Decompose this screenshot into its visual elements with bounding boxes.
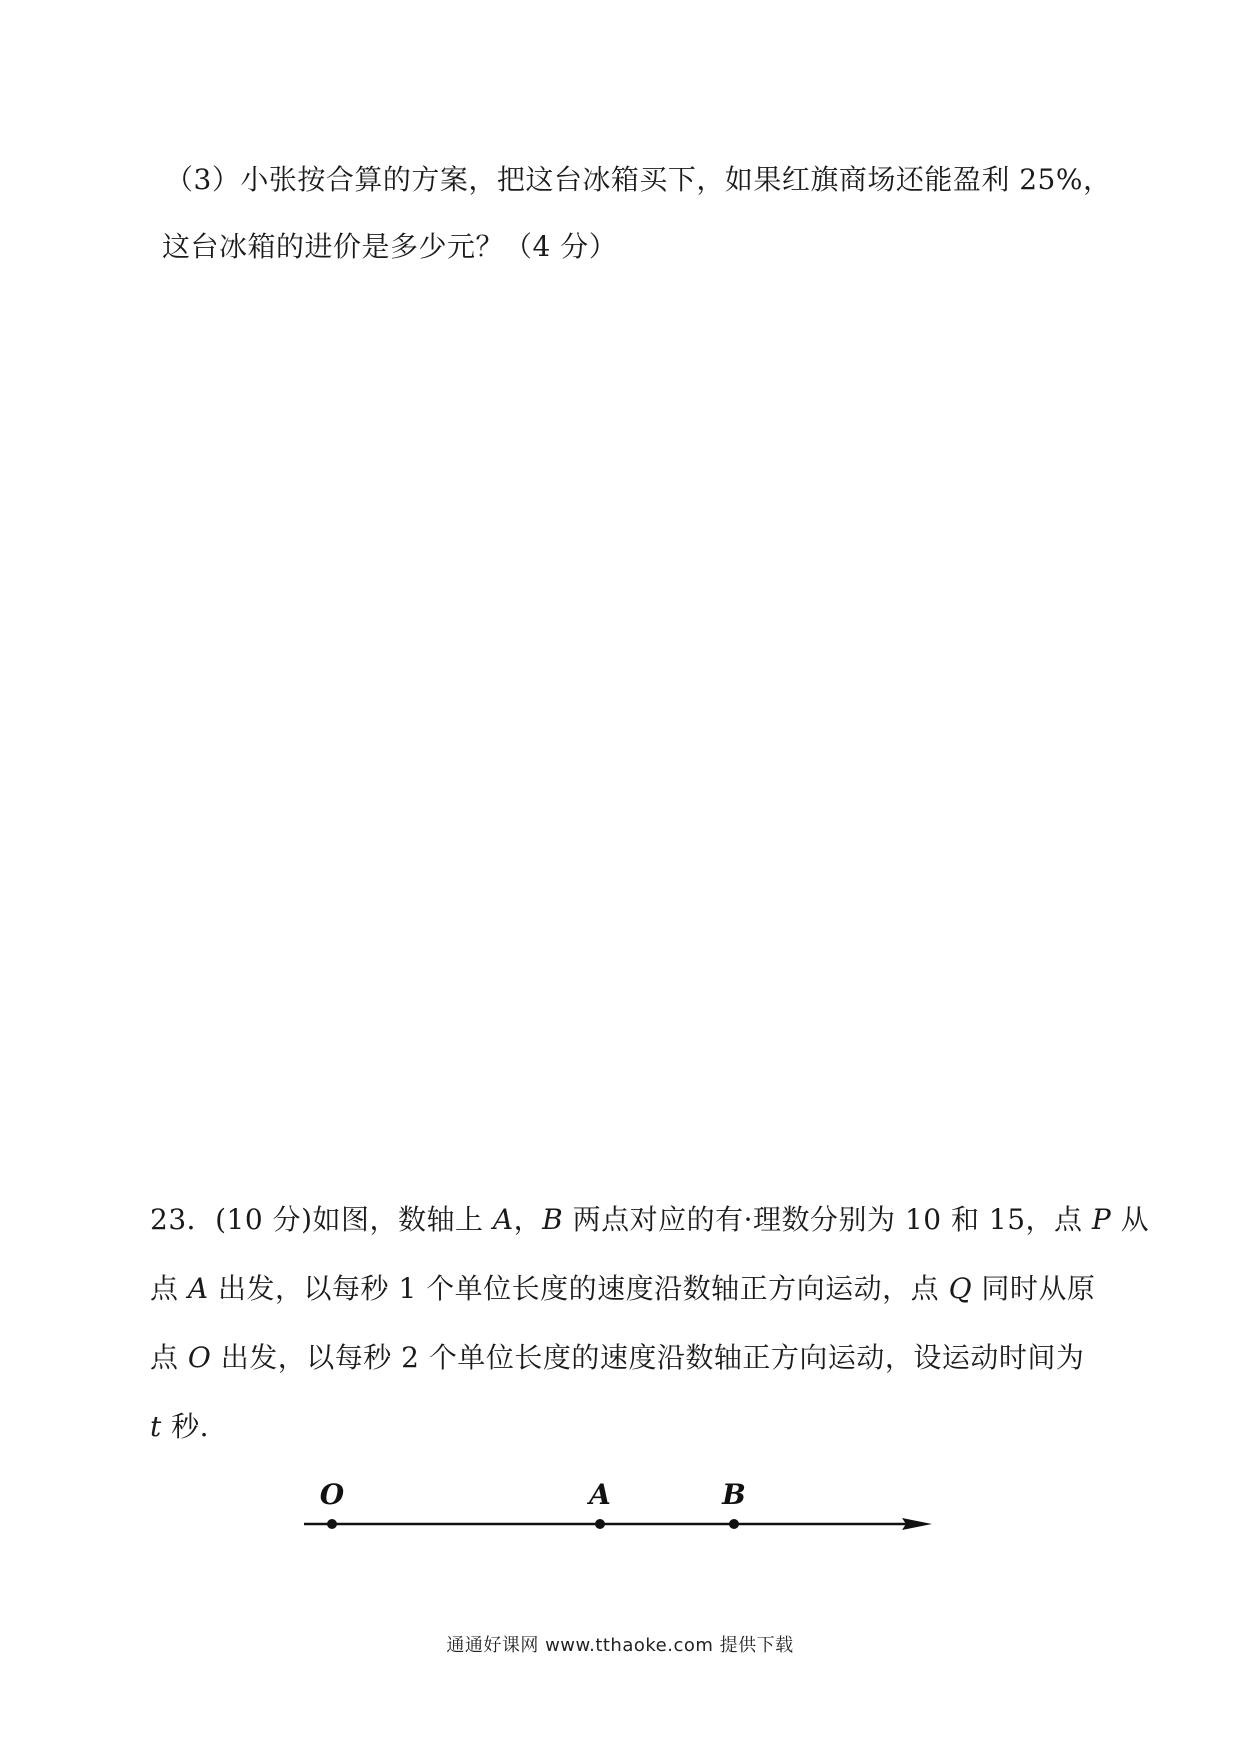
q23-text: 同时从原 [972,1272,1096,1305]
q23-line-4 [150,1407,209,1447]
q23-text: 出发，以每秒 2 个单位长度的速度沿数轴正方向运动，设运动时间为 [211,1341,1085,1374]
q23-text: 23．(10 分)如图，数轴上 [150,1203,493,1236]
q23-text: 点 [150,1341,188,1374]
part3-text-1: （3）小张按合算的方案，把这台冰箱买下，如果红旗商场还能盈利 25%， [165,163,1112,196]
var-t: t [150,1410,162,1443]
q23-text: 点 [150,1272,188,1305]
part3-question-line-2 [162,227,617,267]
point-O-label: O [319,1478,345,1511]
var-O: O [187,1341,212,1374]
var-A: A [187,1272,209,1305]
number-line-diagram [290,1462,950,1542]
q23-text: 秒. [161,1410,210,1443]
q23-text: 出发，以每秒 1 个单位长度的速度沿数轴正方向运动，点 [208,1272,949,1305]
q23-line-3 [150,1338,1084,1378]
var-A: A [492,1203,514,1236]
q23-text: 从 [1111,1203,1150,1236]
q23-text: ， [513,1203,543,1236]
point-A-label: A [589,1478,611,1511]
q23-line-1 [150,1200,1149,1240]
point-A-dot [595,1519,605,1529]
part3-text-2: 这台冰箱的进价是多少元？（4 分） [162,230,618,263]
q23-line-2 [150,1269,1095,1309]
q23-text: 两点对应的有·理数分别为 10 和 15，点 [563,1203,1092,1236]
point-B-dot [729,1519,739,1529]
var-B: B [542,1203,564,1236]
var-Q: Q [948,1272,973,1305]
part3-question-line-1 [165,160,1111,200]
number-line-arrowhead [902,1518,932,1530]
var-P: P [1091,1203,1112,1236]
point-O-dot [327,1519,337,1529]
footer-source-note: 通通好课网 www.tthaoke.com 提供下载 [446,1635,794,1656]
point-B-label: B [722,1478,746,1511]
